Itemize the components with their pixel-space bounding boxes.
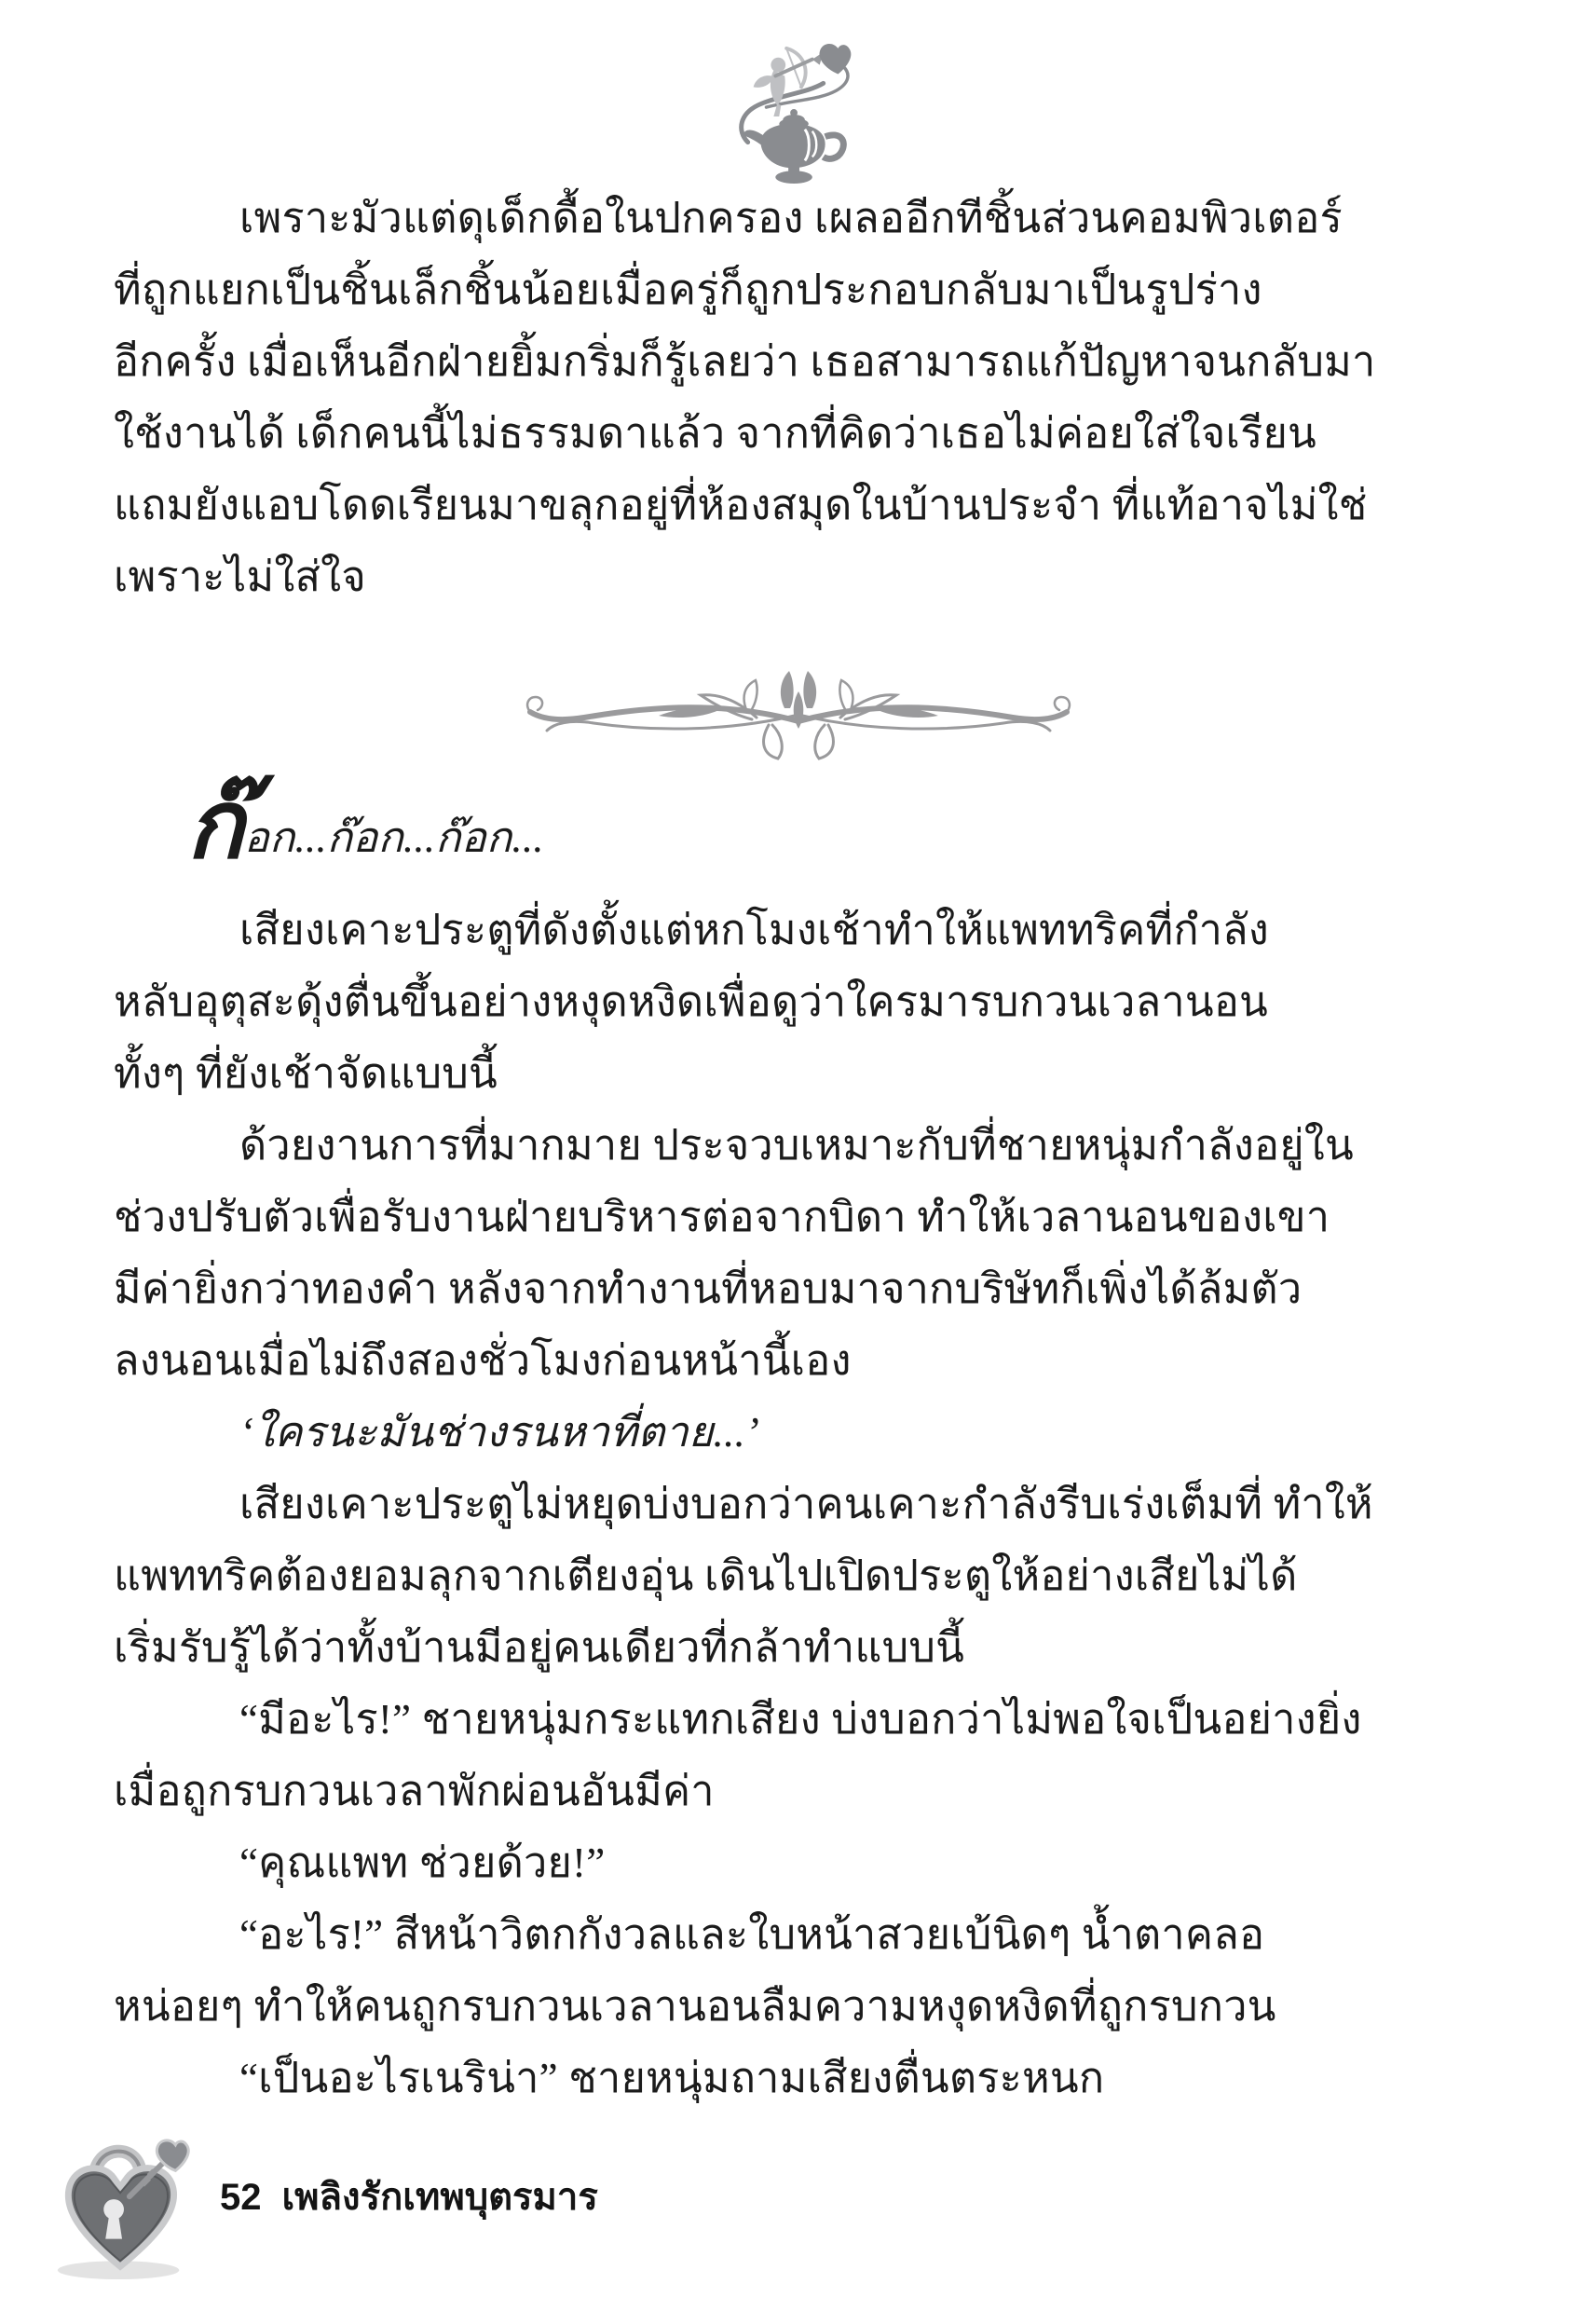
paragraph-block-2 (114, 773, 1494, 2114)
text-line: เพราะมัวแต่ดุเด็กดื้อในปกครอง เผลออีกทีชิ้นส่วนคอมพิวเตอร์ (239, 195, 1343, 241)
text-line: เมื่อถูกรบกวนเวลาพักผ่อนอันมีค่า (114, 1768, 715, 1814)
text-line: ใช้งานได้ เด็กคนนี้ไม่ธรรมดาแล้ว จากที่คิดว่าเธอไม่ค่อยใส่ใจเรียน (114, 410, 1316, 457)
text-line: เริ่มรับรู้ได้ว่าทั้งบ้านมีอยู่คนเดียวที่กล้าทำแบบนี้ (114, 1624, 965, 1671)
dialogue-line: “มีอะไร!” ชายหนุ่มกระแทกเสียง บ่งบอกว่าไม่พอใจเป็นอย่างยิ่ง (239, 1696, 1362, 1743)
text-line: เสียงเคาะประตูไม่หยุดบ่งบอกว่าคนเคาะกำลังรีบเร่งเต็มที่ ทำให้ (239, 1481, 1373, 1527)
text-line: ช่วงปรับตัวเพื่อรับงานฝ่ายบริหารต่อจากบิดา ทำให้เวลานอนของเขา (114, 1194, 1330, 1240)
dropcap-line (114, 773, 1494, 895)
dialogue-line: “อะไร!” สีหน้าวิตกกังวลและใบหน้าสวยเบ้นิดๆ น้ำตาคลอ (239, 1911, 1265, 1958)
dialogue-line: “คุณแพท ช่วยด้วย!” (239, 1839, 606, 1886)
text-line: ด้วยงานการที่มากมาย ประจวบเหมาะกับที่ชายหนุ่มกำลังอยู่ใน (239, 1122, 1354, 1169)
footer-text (220, 2167, 598, 2243)
genie-lamp-cupid-icon (719, 39, 878, 186)
text-line: หน่อยๆ ทำให้คนถูกรบกวนเวลานอนลืมความหงุดหงิดที่ถูกรบกวน (114, 1983, 1276, 2030)
text-line: แพททริคต้องยอมลุกจากเตียงอุ่น เดินไปเปิดประตูให้อย่างเสียไม่ได้ (114, 1552, 1298, 1599)
text-line: เพราะไม่ใส่ใจ (114, 554, 366, 600)
text-line: มีค่ายิ่งกว่าทองคำ หลังจากทำงานที่หอบมาจากบริษัทก็เพิ่งได้ล้มตัว (114, 1265, 1303, 1312)
text-line: แถมยังแอบโดดเรียนมาขลุกอยู่ที่ห้องสมุดในบ้านประจำ ที่แท้อาจไม่ใช่ (114, 482, 1368, 528)
dropcap-rest: อก...ก๊อก...ก๊อก... (243, 814, 544, 861)
text-line: ทั้งๆ ที่ยังเช้าจัดแบบนี้ (114, 1050, 498, 1097)
heart-padlock-icon (45, 2126, 201, 2283)
page-number: 52 (220, 2177, 262, 2218)
text-line: เสียงเคาะประตูที่ดังตั้งแต่หกโมงเช้าทำให้แพททริคที่กำลัง (239, 907, 1269, 953)
paragraph-block-1 (114, 183, 1494, 613)
text-line: ลงนอนเมื่อไม่ถึงสองชั่วโมงก่อนหน้านี้เอง (114, 1337, 852, 1384)
text-line: หลับอุตุสะดุ้งตื่นขึ้นอย่างหงุดหงิดเพื่อดูว่าใครมารบกวนเวลานอน (114, 978, 1269, 1025)
dialogue-line: “เป็นอะไรเนริน่า” ชายหนุ่มถามเสียงตื่นตระหนก (239, 2055, 1105, 2101)
text-line: ที่ถูกแยกเป็นชิ้นเล็กชิ้นน้อยเมื่อครู่ก็ถูกประกอบกลับมาเป็นรูปร่าง (114, 267, 1262, 313)
dropcap-initial: ก๊ (186, 773, 244, 879)
thought-line: ‘ใครนะมันช่างรนหาที่ตาย...’ (239, 1409, 760, 1456)
book-title: เพลิงรักเทพบุตรมาร (281, 2177, 598, 2218)
floral-divider-icon (519, 663, 1078, 766)
text-line: อีกครั้ง เมื่อเห็นอีกฝ่ายยิ้มกริ่มก็รู้เลยว่า เธอสามารถแก้ปัญหาจนกลับมา (114, 338, 1376, 385)
page-footer (45, 2126, 598, 2283)
